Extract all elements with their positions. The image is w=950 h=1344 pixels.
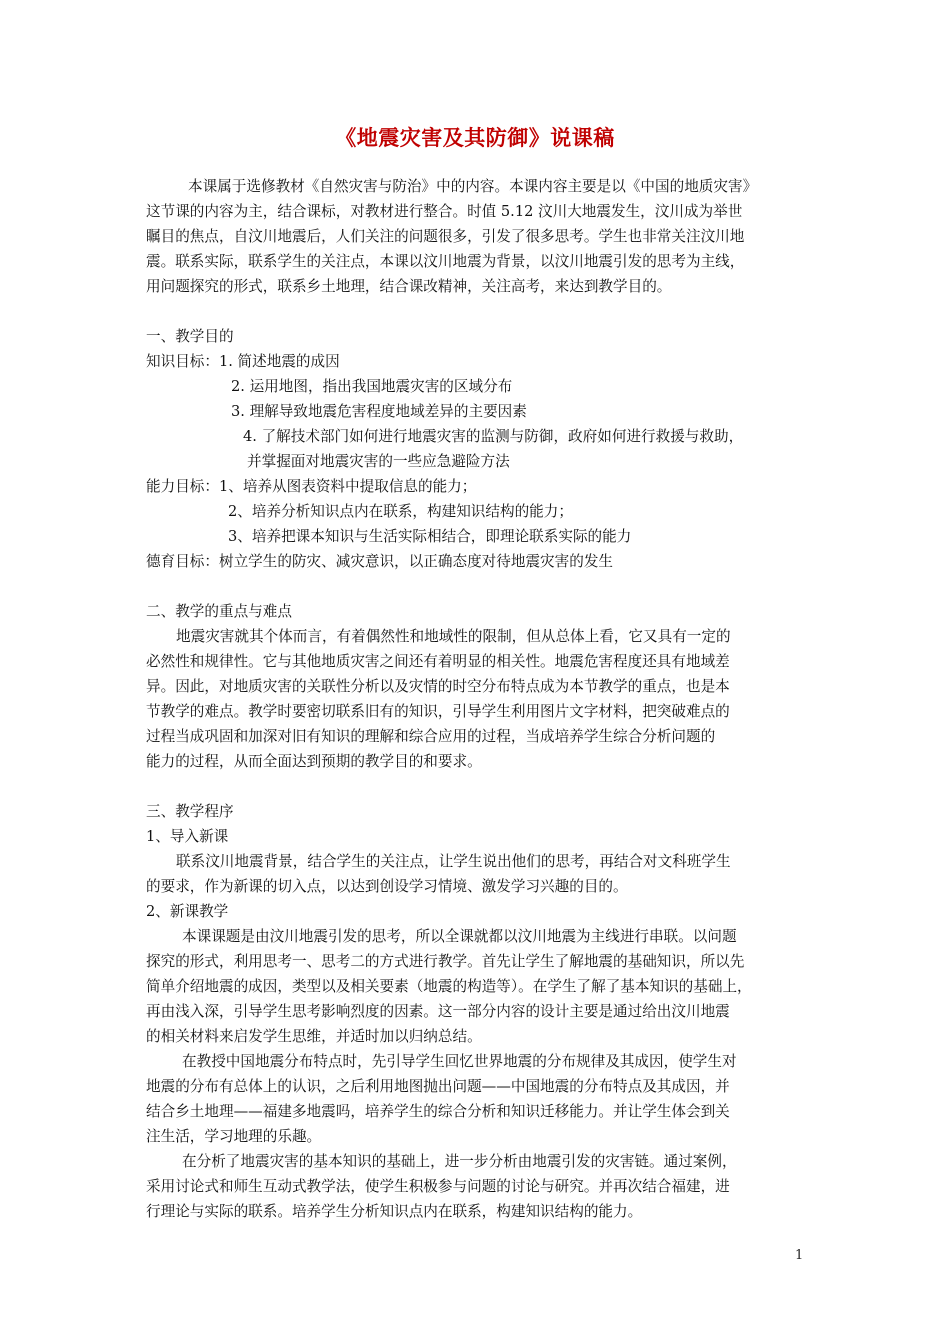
text-line: 三、教学程序 (146, 803, 234, 820)
text-line: 德育目标：树立学生的防灾、减灾意识，以正确态度对待地震灾害的发生 (146, 553, 614, 570)
text-line: 3. 理解导致地震危害程度地域差异的主要因素 (231, 403, 527, 420)
text-line: 瞩目的焦点，自汶川地震后，人们关注的问题很多，引发了很多思考。学生也非常关注汶川地 (146, 228, 745, 245)
text-line: 异。因此，对地质灾害的关联性分析以及灾情的时空分布特点成为本节教学的重点，也是本 (146, 678, 730, 695)
text-line: 2. 运用地图，指出我国地震灾害的区域分布 (231, 378, 513, 395)
text-line: 1、导入新课 (146, 828, 229, 845)
text-line: 必然性和规律性。它与其他地质灾害之间还有着明显的相关性。地震危害程度还具有地域差 (146, 653, 730, 670)
text-line: 4. 了解技术部门如何进行地震灾害的监测与防御，政府如何进行救援与救助， (243, 428, 744, 445)
text-line: 这节课的内容为主，结合课标，对教材进行整合。时值 5.12 汶川大地震发生，汶川成为举世 (146, 203, 743, 220)
text-line: 3、培养把课本知识与生活实际相结合，即理论联系实际的能力 (228, 528, 632, 545)
text-line: 联系汶川地震背景，结合学生的关注点，让学生说出他们的思考，再结合对文科班学生 (176, 853, 731, 870)
text-line: 的相关材料来启发学生思维，并适时加以归纳总结。 (146, 1028, 482, 1045)
text-line: 能力的过程，从而全面达到预期的教学目的和要求。 (146, 753, 482, 770)
text-line: 注生活，学习地理的乐趣。 (146, 1128, 322, 1145)
text-line: 探究的形式，利用思考一、思考二的方式进行教学。首先让学生了解地震的基础知识，所以先 (146, 953, 745, 970)
page-number: 1 (795, 1248, 804, 1263)
text-line: 再由浅入深，引导学生思考影响烈度的因素。这一部分内容的设计主要是通过给出汶川地震 (146, 1003, 730, 1020)
text-line: 简单介绍地震的成因，类型以及相关要素（地震的构造等）。在学生了解了基本知识的基础上， (146, 978, 752, 995)
text-line: 本课属于选修教材《自然灾害与防治》中的内容。本课内容主要是以《中国的地质灾害》 (188, 178, 758, 195)
text-line: 一、教学目的 (146, 328, 234, 345)
text-line: 本课课题是由汶川地震引发的思考，所以全课就都以汶川地震为主线进行串联。以问题 (182, 928, 737, 945)
document-title: 《地震灾害及其防御》说课稿 (335, 126, 615, 150)
text-line: 能力目标：1、培养从图表资料中提取信息的能力； (146, 478, 477, 495)
text-line: 用问题探究的形式，联系乡土地理，结合课改精神，关注高考，来达到教学目的。 (146, 278, 672, 295)
text-line: 地震灾害就其个体而言，有着偶然性和地域性的限制，但从总体上看，它又具有一定的 (176, 628, 731, 645)
text-line: 在教授中国地震分布特点时，先引导学生回忆世界地震的分布规律及其成因，使学生对 (182, 1053, 737, 1070)
text-line: 结合乡土地理——福建多地震吗，培养学生的综合分析和知识迁移能力。并让学生体会到关 (146, 1103, 730, 1120)
text-line: 2、培养分析知识点内在联系，构建知识结构的能力； (228, 503, 573, 520)
text-line: 地震的分布有总体上的认识，之后利用地图抛出问题——中国地震的分布特点及其成因，并 (146, 1078, 730, 1095)
text-line: 震。联系实际，联系学生的关注点，本课以汶川地震为背景，以汶川地震引发的思考为主线， (146, 253, 745, 270)
text-line: 过程当成巩固和加深对旧有知识的理解和综合应用的过程，当成培养学生综合分析问题的 (146, 728, 716, 745)
text-line: 2、新课教学 (146, 903, 229, 920)
text-line: 二、教学的重点与难点 (146, 603, 292, 620)
text-line: 行理论与实际的联系。培养学生分析知识点内在联系，构建知识结构的能力。 (146, 1203, 643, 1220)
text-line: 知识目标：1. 简述地震的成因 (146, 353, 340, 370)
text-line: 采用讨论式和师生互动式教学法，使学生积极参与问题的讨论与研究。并再次结合福建，进 (146, 1178, 730, 1195)
text-line: 的要求，作为新课的切入点，以达到创设学习情境、激发学习兴趣的目的。 (146, 878, 628, 895)
text-line: 节教学的难点。教学时要密切联系旧有的知识，引导学生利用图片文字材料，把突破难点的 (146, 703, 730, 720)
text-line: 在分析了地震灾害的基本知识的基础上，进一步分析由地震引发的灾害链。通过案例， (182, 1153, 737, 1170)
text-line: 并掌握面对地震灾害的一些应急避险方法 (247, 453, 510, 470)
